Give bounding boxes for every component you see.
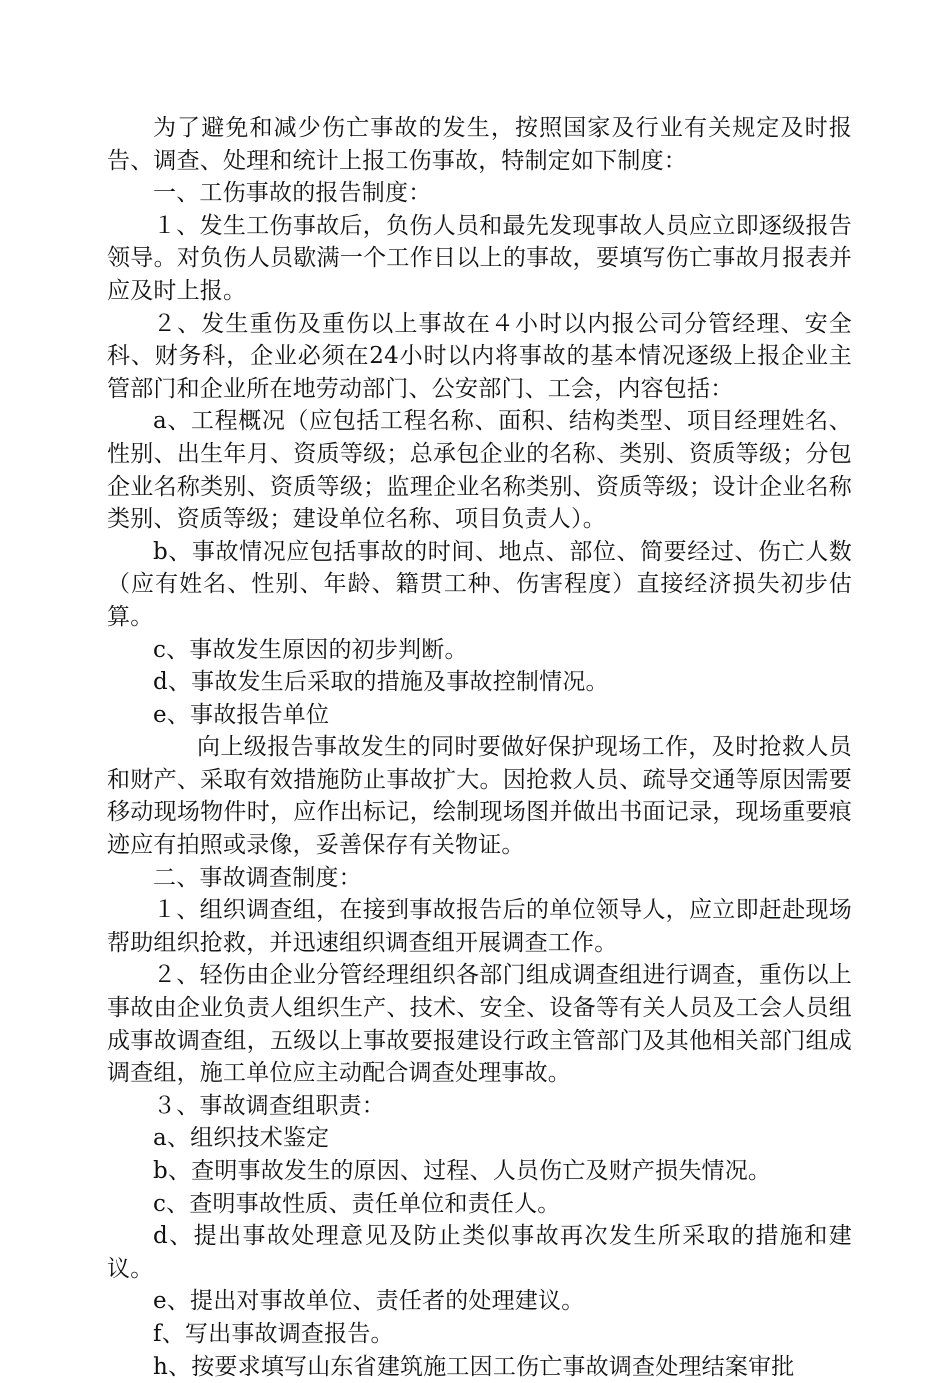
paragraph-report-item-a: a、工程概况（应包括工程名称、面积、结构类型、项目经理姓名、性别、出生年月、资质等级；总承包企业的名称、类别、资质等级；分包企业名称类别、资质等级；监理企业名称类别、资质等级；设计企业名称类别、资质等级；建设单位名称、项目负责人）。 — [107, 408, 852, 533]
paragraph-investigation-item-b: b、查明事故发生的原因、过程、人员伤亡及财产损失情况。 — [153, 1158, 772, 1184]
paragraph-report-item-b: b、事故情况应包括事故的时间、地点、部位、简要经过、伤亡人数（应有姓名、性别、年龄、籍贯工种、伤害程度）直接经济损失初步估算。 — [107, 538, 852, 630]
document-body — [107, 112, 852, 1383]
paragraph-investigation-item-c: c、查明事故性质、责任单位和责任人。 — [153, 1190, 561, 1217]
section-heading-investigation-system: 二、事故调查制度： — [153, 864, 362, 891]
paragraph-report-item-1: １、发生工伤事故后，负伤人员和最先发现事故人员应立即逐级报告领导。对负伤人员歇满一个工作日以上的事故，要填写伤亡事故月报表并应及时上报。 — [107, 212, 852, 304]
paragraph-investigation-item-d: d、提出事故处理意见及防止类似事故再次发生所采取的措施和建议。 — [107, 1223, 852, 1282]
paragraph-intro: 为了避免和减少伤亡事故的发生，按照国家及行业有关规定及时报告、调查、处理和统计上报工伤事故，特制定如下制度： — [107, 115, 852, 174]
paragraph-investigation-item-e: e、提出对事故单位、责任者的处理建议。 — [153, 1288, 585, 1315]
paragraph-report-item-d: d、事故发生后采取的措施及事故控制情况。 — [153, 669, 609, 696]
paragraph-investigation-item-f: f、写出事故调查报告。 — [153, 1320, 394, 1347]
paragraph-investigation-item-3: ３、事故调查组职责： — [153, 1092, 385, 1119]
paragraph-report-item-2: ２、发生重伤及重伤以上事故在４小时以内报公司分管经理、安全科、财务科，企业必须在24小时以内将事故的基本情况逐级上报企业主管部门和企业所在地劳动部门、公安部门、工会，内容包括： — [107, 310, 852, 402]
paragraph-report-item-e: e、事故报告单位 — [153, 701, 330, 728]
paragraph-investigation-item-2: ２、轻伤由企业分管经理组织各部门组成调查组进行调查，重伤以上事故由企业负责人组织生产、技术、安全、设备等有关人员及工会人员组成事故调查组，五级以上事故要报建设行政主管部门及其他相关部门组成调查组，施工单位应主动配合调查处理事故。 — [107, 962, 852, 1087]
paragraph-protect-scene: 向上级报告事故发生的同时要做好保护现场工作，及时抢救人员和财产、采取有效措施防止事故扩大。因抢救人员、疏导交通等原因需要移动现场物件时，应作出标记，绘制现场图并做出书面记录，现场重要痕迹应有拍照或录像，妥善保存有关物证。 — [107, 734, 852, 859]
paragraph-report-item-c: c、事故发生原因的初步判断。 — [153, 636, 468, 663]
section-heading-report-system: 一、工伤事故的报告制度： — [153, 180, 432, 207]
paragraph-investigation-item-h: h、按要求填写山东省建筑施工因工伤亡事故调查处理结案审批 — [153, 1353, 795, 1380]
paragraph-investigation-item-1: １、组织调查组，在接到事故报告后的单位领导人，应立即赶赴现场帮助组织抢救，并迅速组织调查组开展调查工作。 — [107, 897, 852, 956]
paragraph-investigation-item-a: a、组织技术鉴定 — [153, 1125, 330, 1152]
